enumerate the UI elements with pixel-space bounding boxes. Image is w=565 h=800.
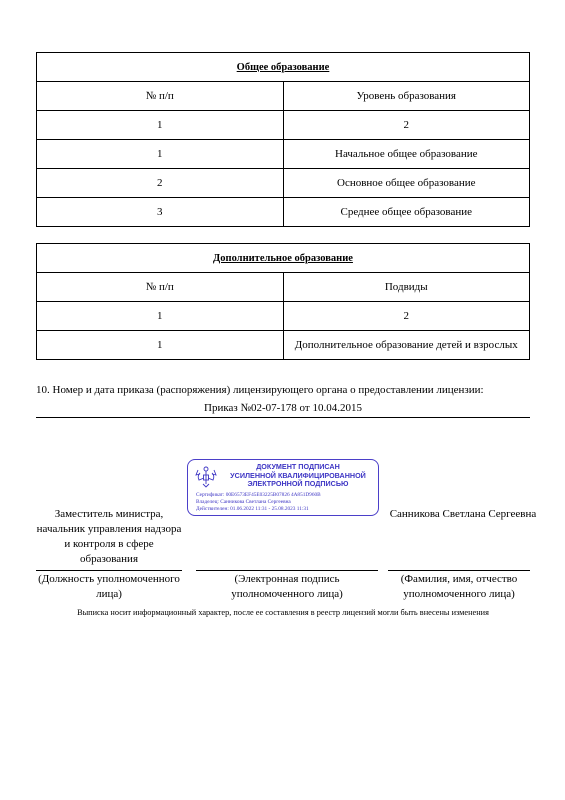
stamp-line: ЭЛЕКТРОННОЙ ПОДПИСЬЮ	[247, 479, 349, 488]
disclaimer-note: Выписка носит информационный характер, после ее составления в реестр лицензий могли быть внесены изменения	[77, 608, 489, 617]
stamp-title	[220, 463, 376, 489]
index-cell: 2	[283, 111, 530, 140]
row-num: 3	[37, 198, 284, 227]
table-row	[37, 198, 530, 227]
stamp-certificate: Сертификат: 00E6573EF45E03225B07826 4A851D960B	[196, 492, 321, 498]
signer-name: Санникова Светлана Сергеевна	[389, 508, 537, 520]
row-value: Среднее общее образование	[283, 198, 530, 227]
name-label: (Фамилия, имя, отчество уполномоченного лица)	[400, 573, 518, 600]
general-education-title: Общее образование	[37, 53, 530, 82]
divider	[196, 570, 378, 571]
stamp-owner: Владелец: Санникова Светлана Сергеевна	[196, 499, 291, 505]
table-row	[37, 169, 530, 198]
row-value: Дополнительное образование детей и взрослых	[283, 331, 530, 360]
item10-text: 10. Номер и дата приказа (распоряжения) лицензирующего органа о предоставлении лицензии:	[36, 384, 484, 396]
row-num: 1	[37, 140, 284, 169]
index-cell: 1	[37, 111, 284, 140]
signer-position: Заместитель министра, начальник управления надзора и контроля в сфере образования	[36, 508, 182, 565]
table-row	[37, 331, 530, 360]
col-level-header: Уровень образования	[283, 82, 530, 111]
signature-label: (Электронная подпись уполномоченного лица)	[231, 573, 343, 600]
additional-education-title: Дополнительное образование	[37, 244, 530, 273]
coat-of-arms-icon	[194, 464, 218, 488]
index-cell: 2	[283, 302, 530, 331]
general-education-table	[36, 52, 530, 227]
table-row	[37, 140, 530, 169]
row-num: 1	[37, 331, 284, 360]
divider	[36, 570, 182, 571]
position-label: (Должность уполномоченного лица)	[38, 573, 180, 600]
col-num-header: № п/п	[37, 82, 284, 111]
stamp-line: УСИЛЕННОЙ КВАЛИФИЦИРОВАННОЙ	[230, 470, 366, 480]
row-value: Основное общее образование	[283, 169, 530, 198]
order-number: Приказ №02-07-178 от 10.04.2015	[204, 402, 362, 414]
row-value: Начальное общее образование	[283, 140, 530, 169]
additional-education-table	[36, 243, 530, 360]
col-subtype-header: Подвиды	[283, 273, 530, 302]
divider	[36, 417, 530, 418]
electronic-signature-stamp	[187, 459, 379, 516]
divider	[388, 570, 530, 571]
index-cell: 1	[37, 302, 284, 331]
stamp-validity: Действителен: 01.06.2022 11:31 - 25.08.2023 11:31	[196, 506, 309, 512]
col-num-header: № п/п	[37, 273, 284, 302]
row-num: 2	[37, 169, 284, 198]
stamp-line: ДОКУМЕНТ ПОДПИСАН	[256, 462, 340, 471]
